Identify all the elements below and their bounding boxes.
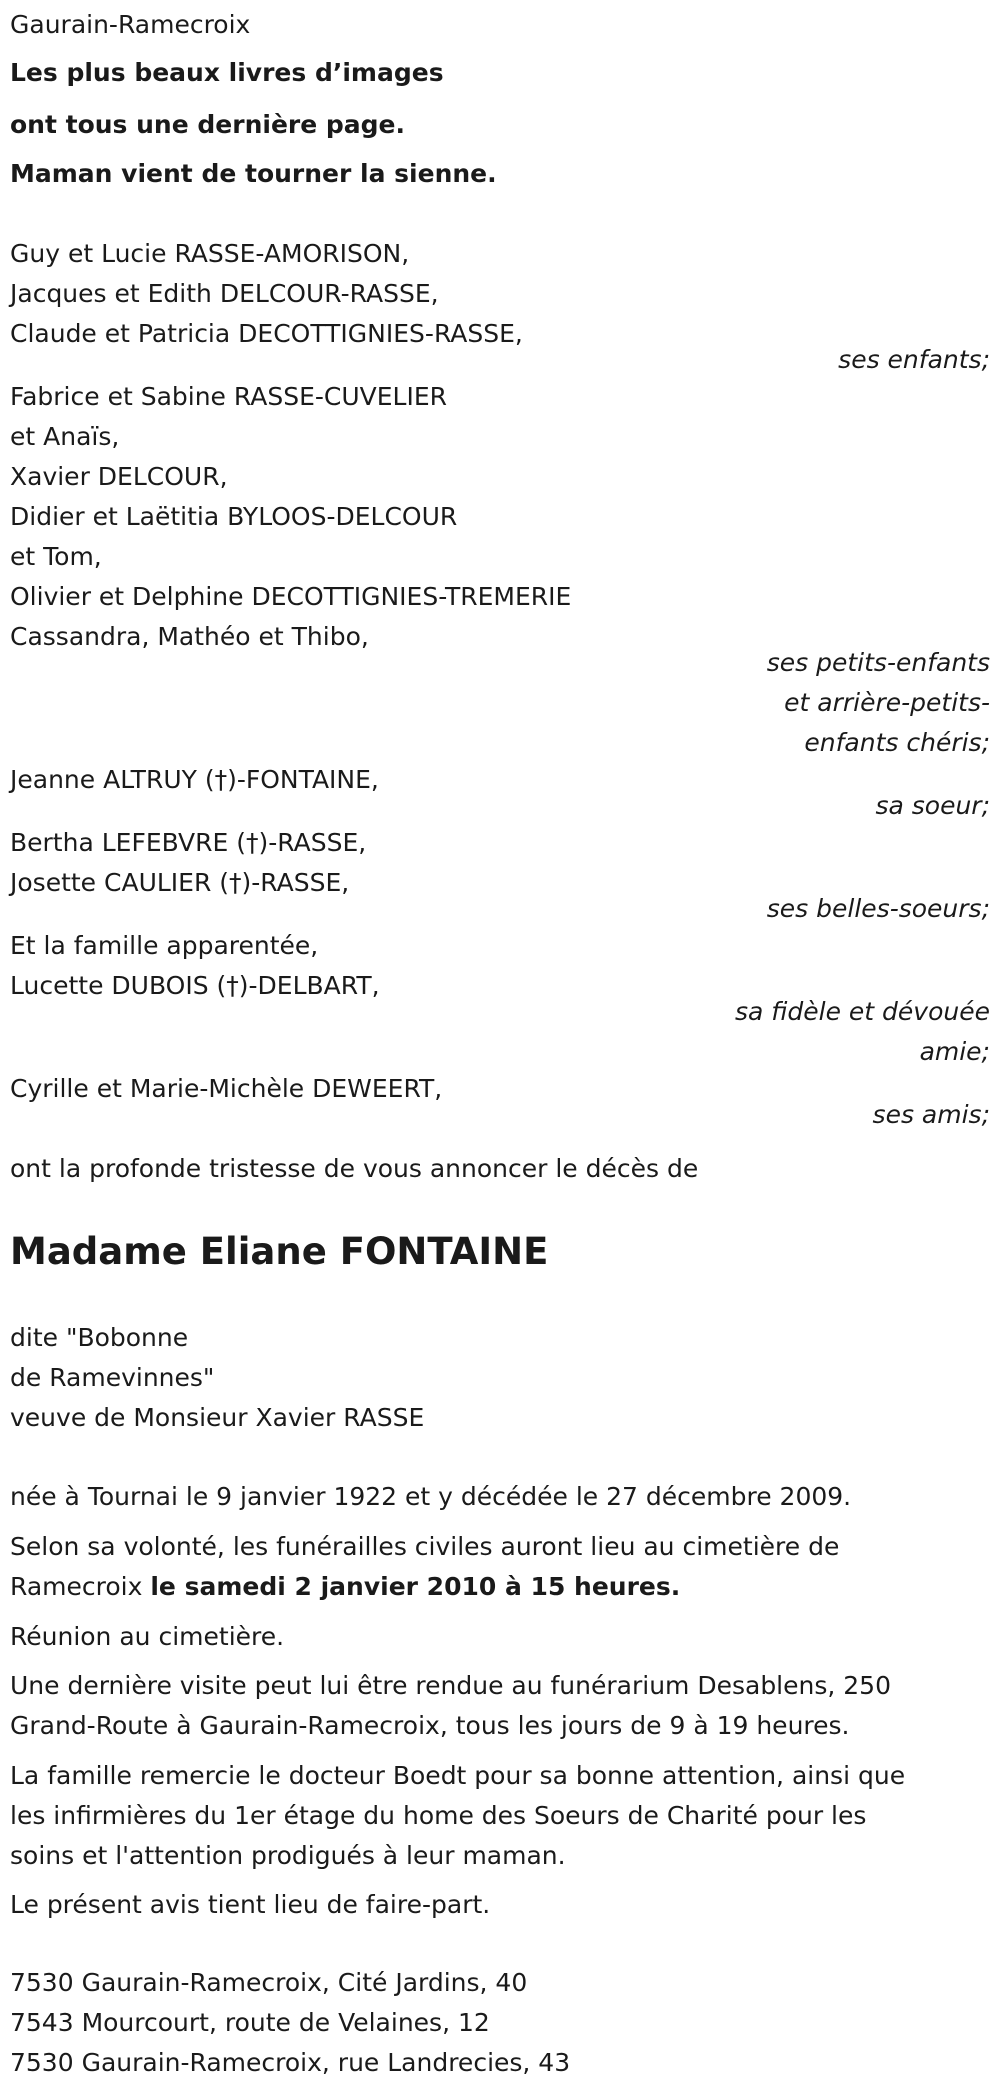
related-role-2: amie;	[919, 1037, 990, 1066]
sister-role: sa soeur;	[875, 791, 990, 820]
nickname-line-2: de Ramevinnes"	[10, 1363, 215, 1392]
quote-line-3: Maman vient de tourner la sienne.	[10, 159, 497, 188]
funeral-line-1: Selon sa volonté, les funérailles civiles auront lieu au cimetière de	[10, 1532, 840, 1561]
thanks-line-1: La famille remercie le docteur Boedt pour sa bonne attention, ainsi que	[10, 1761, 906, 1790]
announcement: ont la profonde tristesse de vous annoncer le décès de	[10, 1154, 699, 1183]
funeral-place: Ramecroix	[10, 1572, 151, 1601]
grandchild-4: Didier et Laëtitia BYLOOS-DELCOUR	[10, 502, 458, 531]
child-3: Claude et Patricia DECOTTIGNIES-RASSE,	[10, 319, 523, 348]
sister: Jeanne ALTRUY (†)-FONTAINE,	[10, 765, 379, 794]
friends: Cyrille et Marie-Michèle DEWEERT,	[10, 1074, 443, 1103]
place-name: Gaurain-Ramecroix	[10, 10, 251, 39]
visit-line-2: Grand-Route à Gaurain-Ramecroix, tous les jours de 9 à 19 heures.	[10, 1711, 850, 1740]
grandchildren-role-1: ses petits-enfants	[766, 648, 990, 677]
grandchildren-role-3: enfants chéris;	[804, 728, 990, 757]
friends-role: ses amis;	[872, 1100, 990, 1129]
related-role-1: sa fidèle et dévouée	[734, 997, 990, 1026]
quote-line-1: Les plus beaux livres d’images	[10, 58, 444, 87]
birth-death-line: née à Tournai le 9 janvier 1922 et y décédée le 27 décembre 2009.	[10, 1482, 852, 1511]
grandchild-3: Xavier DELCOUR,	[10, 462, 228, 491]
widow-line: veuve de Monsieur Xavier RASSE	[10, 1403, 425, 1432]
nickname-line-1: dite "Bobonne	[10, 1323, 189, 1352]
sisters-in-law-role: ses belles-soeurs;	[766, 894, 990, 923]
grandchild-6: Olivier et Delphine DECOTTIGNIES-TREMERIE	[10, 582, 572, 611]
related-2: Lucette DUBOIS (†)-DELBART,	[10, 971, 380, 1000]
grandchild-7: Cassandra, Mathéo et Thibo,	[10, 622, 369, 651]
visit-line-1: Une dernière visite peut lui être rendue au funérarium Desablens, 250	[10, 1671, 891, 1700]
grandchild-2: et Anaïs,	[10, 422, 120, 451]
deceased-name: Madame Eliane FONTAINE	[10, 1230, 549, 1273]
children-role: ses enfants;	[838, 345, 990, 374]
grandchildren-role-2: et arrière-petits-	[784, 688, 990, 717]
child-2: Jacques et Edith DELCOUR-RASSE,	[10, 279, 439, 308]
notice-line: Le présent avis tient lieu de faire-part.	[10, 1890, 491, 1919]
thanks-line-3: soins et l'attention prodigués à leur maman.	[10, 1841, 566, 1870]
funeral-date: le samedi 2 janvier 2010 à 15 heures.	[150, 1572, 681, 1601]
address-3: 7530 Gaurain-Ramecroix, rue Landrecies, 43	[10, 2048, 571, 2077]
sister-in-law-2: Josette CAULIER (†)-RASSE,	[10, 868, 350, 897]
sister-in-law-1: Bertha LEFEBVRE (†)-RASSE,	[10, 828, 367, 857]
quote-line-2: ont tous une dernière page.	[10, 110, 405, 139]
child-1: Guy et Lucie RASSE-AMORISON,	[10, 239, 410, 268]
address-2: 7543 Mourcourt, route de Velaines, 12	[10, 2008, 490, 2037]
grandchild-5: et Tom,	[10, 542, 102, 571]
meeting-line: Réunion au cimetière.	[10, 1622, 285, 1651]
funeral-line-2	[10, 1574, 680, 1599]
address-1: 7530 Gaurain-Ramecroix, Cité Jardins, 40	[10, 1968, 528, 1997]
related-1: Et la famille apparentée,	[10, 931, 319, 960]
grandchild-1: Fabrice et Sabine RASSE-CUVELIER	[10, 382, 448, 411]
thanks-line-2: les infirmières du 1er étage du home des Soeurs de Charité pour les	[10, 1801, 867, 1830]
